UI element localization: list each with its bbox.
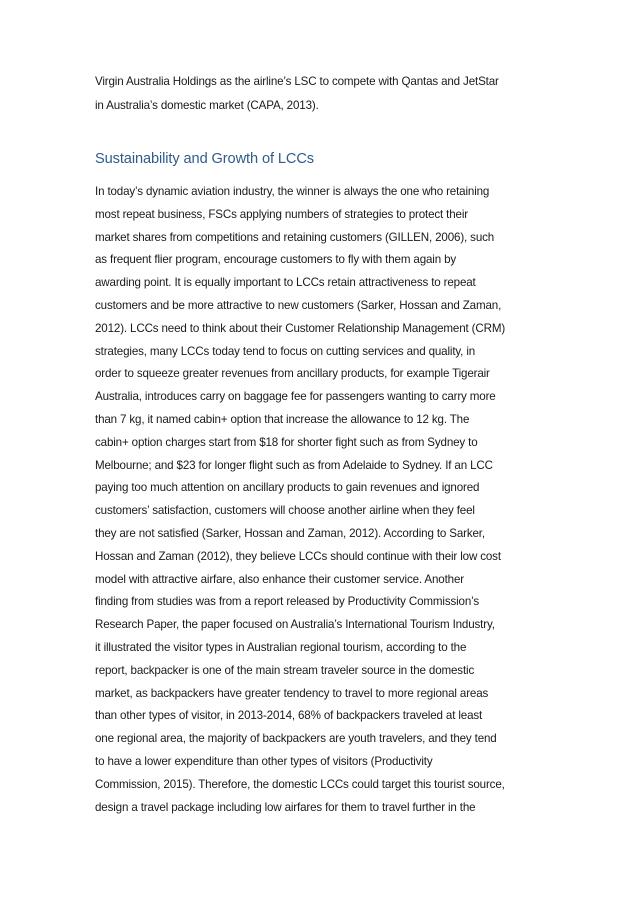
text-line: customers and be more attractive to new customers (Sarker, Hossan and Zaman, xyxy=(95,299,502,312)
text-line: design a travel package including low airfares for them to travel further in the xyxy=(95,800,476,814)
text-line: strategies, many LCCs today tend to focus on cutting services and quality, in xyxy=(95,344,476,358)
text-line: most repeat business, FSCs applying numbers of strategies to protect their xyxy=(95,207,468,221)
text-line: to have a lower expenditure than other types of visitors (Productivity xyxy=(95,755,433,768)
text-line: In today’s dynamic aviation industry, the winner is always the one who retaining xyxy=(95,185,490,198)
text-line: order to squeeze greater revenues from ancillary products, for example Tigerair xyxy=(95,367,490,381)
text-line: than other types of visitor, in 2013-2014, 68% of backpackers traveled at least xyxy=(95,709,483,723)
text-line: market shares from competitions and retaining customers (GILLEN, 2006), such xyxy=(95,230,495,244)
text-line: in Australia’s domestic market (CAPA, 2013). xyxy=(95,98,319,112)
text-line: than 7 kg, it named cabin+ option that increase the allowance to 12 kg. The xyxy=(95,413,470,426)
text-line: report, backpacker is one of the main stream traveler source in the domestic xyxy=(95,663,475,677)
text-line: model with attractive airfare, also enhance their customer service. Another xyxy=(95,572,464,586)
text-line: awarding point. It is equally important to LCCs retain attractiveness to repeat xyxy=(95,276,476,290)
text-line: customers’ satisfaction, customers will choose another airline when they feel xyxy=(95,504,475,518)
text-line: paying too much attention on ancillary products to gain revenues and ignored xyxy=(95,481,480,495)
text-line: finding from studies was from a report released by Productivity Commission’s xyxy=(95,595,480,609)
text-line: Melbourne; and $23 for longer flight such as from Adelaide to Sydney. If an LCC xyxy=(95,458,493,472)
text-line: they are not satisfied (Sarker, Hossan and Zaman, 2012). According to Sarker, xyxy=(95,527,485,540)
text-line: cabin+ option charges start from $18 for shorter fight such as from Sydney to xyxy=(95,435,478,449)
text-line: it illustrated the visitor types in Australian regional tourism, according to the xyxy=(95,641,467,654)
text-line: one regional area, the majority of backpackers are youth travelers, and they tend xyxy=(95,732,497,746)
text-line: Research Paper, the paper focused on Australia’s International Tourism Industry, xyxy=(95,618,495,632)
text-line: Hossan and Zaman (2012), they believe LCCs should continue with their low cost xyxy=(95,549,501,563)
section-heading: Sustainability and Growth of LCCs xyxy=(95,151,314,167)
text-line: Commission, 2015). Therefore, the domestic LCCs could target this tourist source, xyxy=(95,777,505,791)
text-line: Australia, introduces carry on baggage fee for passengers wanting to carry more xyxy=(95,390,496,404)
text-line: 2012). LCCs need to think about their Customer Relationship Management (CRM) xyxy=(95,321,506,335)
text-line: market, as backpackers have greater tendency to travel to more regional areas xyxy=(95,686,489,700)
text-line: as frequent flier program, encourage customers to fly with them again by xyxy=(95,253,457,267)
text-line: Virgin Australia Holdings as the airline’s LSC to compete with Qantas and JetStar xyxy=(95,75,499,88)
